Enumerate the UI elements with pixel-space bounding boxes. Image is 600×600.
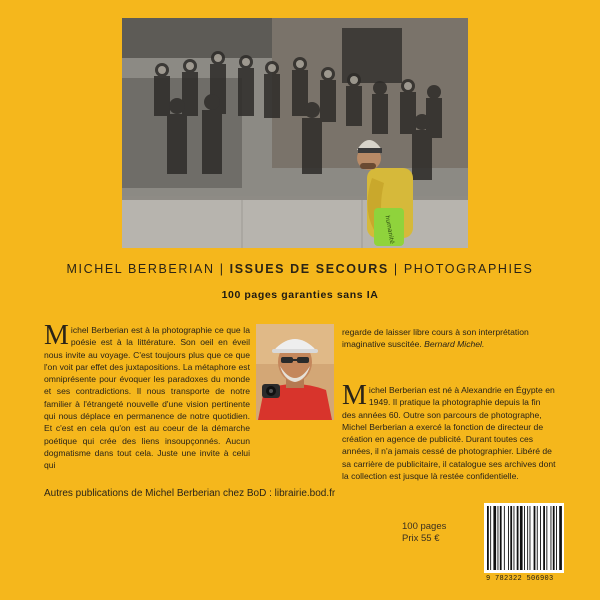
price-block	[402, 521, 446, 545]
barcode-bars	[484, 503, 564, 573]
subtitle: 100 pages garanties sans IA	[221, 289, 379, 301]
author-portrait	[256, 324, 334, 420]
intro-text-column	[44, 320, 250, 472]
book-header	[0, 262, 600, 276]
other-publications-link: Autres publications de Michel Berberian chez BoD : librairie.bod.fr	[44, 488, 336, 499]
isbn-barcode	[484, 503, 564, 573]
intro-continuation	[342, 326, 556, 351]
portrait-illustration	[256, 324, 334, 420]
quote-signature: Bernard Michel.	[424, 339, 485, 350]
intro-paragraph: ichel Berberian est à la photographie ce que la poésie est à la littérature. Son oeil en éveil nous invite au voyage. C'est toujours plus que ce que l'on voit par effet des juxtapositions. La métaphore est omniprésente pour évoquer les paradoxes du monde et ses contradictions. Il nous transporte de notre familier à l'étrangeté nouvelle d'une vision pertinente qui nous déplace en permanence de notre quotidien. Et c'est en cela qu'on est au coeur de la démarche poétique qui crée des liens insoupçonnés. Aucun dogmatisme dans tout cela. Juste une invite à celui qui	[44, 325, 250, 471]
intro-continuation-text: regarde de laisser libre cours à son interprétation imaginative suscitée.	[342, 327, 529, 350]
cover-photograph	[122, 18, 468, 248]
photo-illustration	[122, 18, 468, 248]
price-amount: Prix 55 €	[402, 533, 440, 544]
bio-dropcap-letter: M	[342, 380, 367, 411]
bio-paragraph: ichel Berberian est né à Alexandrie en Égypte en 1949. Il pratique la photographie depuis la fin des années 60. Outre son parcours de photographe, Michel Berberian a exercé la fonction de directeur de création en agence de publicité. Durant toutes ces années, il n'a jamais cessé de photographier. Libéré de sa carrière de publicitaire, il catalogue ses archives dont la collection est jusque là restée confidentielle.	[342, 385, 556, 482]
author-bio	[342, 380, 556, 482]
svg-text:humanité: humanité	[383, 215, 396, 245]
header-separator: |	[393, 262, 399, 276]
header-separator: |	[219, 262, 225, 276]
page-count: 100 pages	[402, 521, 447, 532]
dropcap-letter: M	[44, 320, 69, 351]
book-genre: PHOTOGRAPHIES	[403, 262, 534, 276]
book-title: ISSUES DE SECOURS	[229, 262, 389, 276]
isbn-number: 9 782322 506903	[486, 575, 554, 583]
author-name: MICHEL BERBERIAN	[66, 262, 215, 276]
